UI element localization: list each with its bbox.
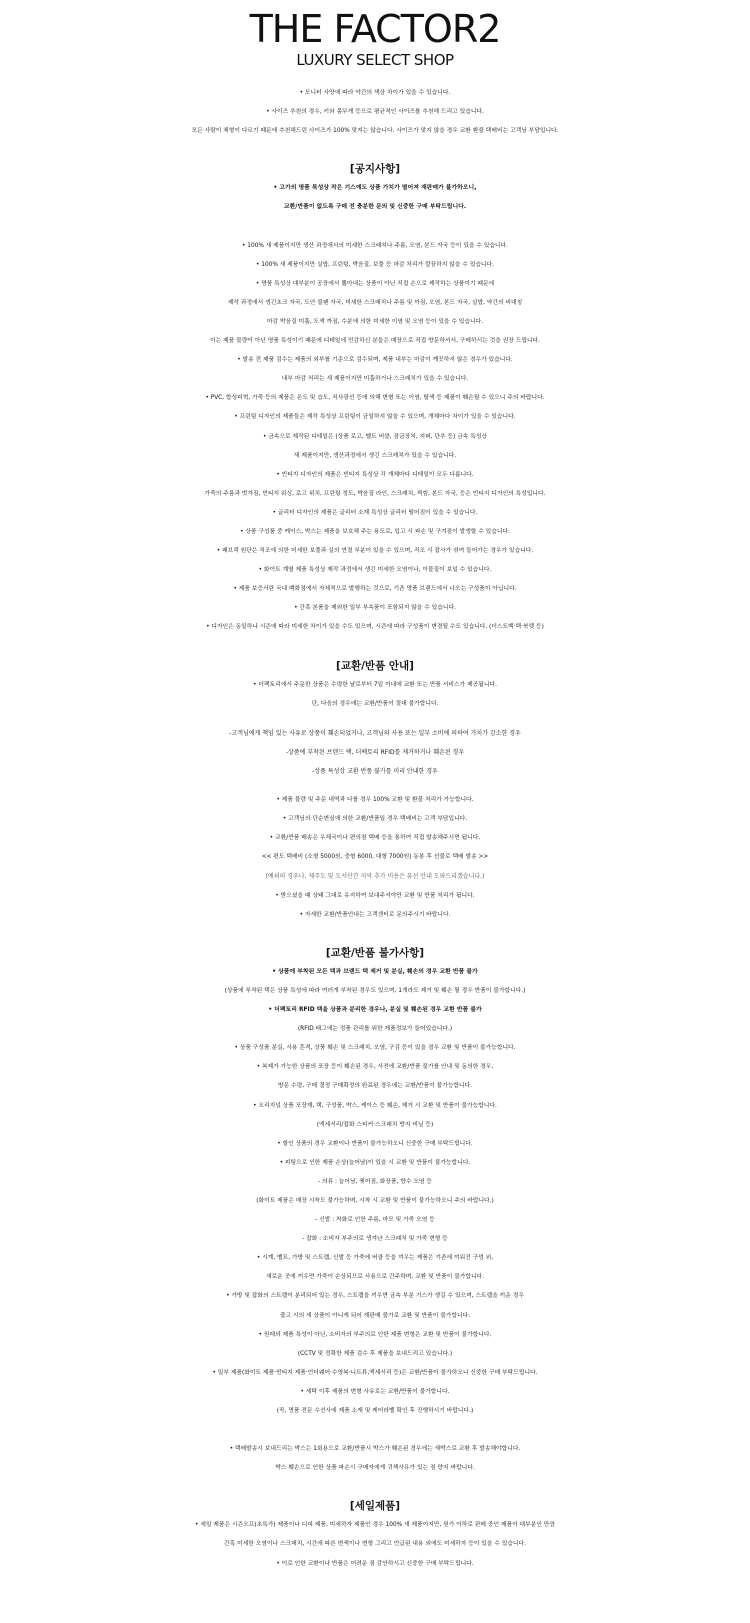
not-allowed-line: • 오리지널 상품 포장재, 택, 구성품, 박스, 케이스 등 훼손, 제거 시 교환 및 반품이 불가능합니다. — [253, 1102, 497, 1109]
notice-line: • 상품 구성품 중 케이스, 박스는 제품을 보호해 주는 용도로, 입고 시 파손 및 구겨짐이 발생할 수 있습니다. — [240, 528, 510, 535]
exchange-line: • 받으셨을 때 상태 그대로 유지하여 보내주셔야만 교환 및 반품 처리가 됩니다. — [275, 892, 475, 899]
exchange-condition-line: -상품 특성상 교환 반품 불가를 미리 안내한 경우 — [312, 768, 438, 775]
not-allowed-line: (액세서리/잡화 스티커·스크래치 방지 비닐 등) — [316, 1121, 434, 1128]
not-allowed-line: - 잡화 : 소비자 부주의로 생겨난 스크래치 및 가죽 변형 등 — [302, 1236, 448, 1243]
not-allowed-section — [0, 944, 750, 1479]
not-allowed-line: • 가방 및 잡화의 스트랩이 분리되어 있는 경우, 스트랩을 끼우면 금속 부분 기스가 생길 수 있으며, 스트랩을 끼운 경우 — [226, 1293, 524, 1300]
not-allowed-line: • 할인 상품의 경우 교환이나 반품이 불가능하오니 신중한 구매 부탁드립니다. — [277, 1140, 473, 1147]
not-allowed-line: • 복제가 가능한 상품의 포장 등이 훼손된 경우, 사전에 교환/반품 불가를 안내 및 동의한 경우, — [256, 1064, 494, 1071]
not-allowed-line: • 세탁 이후 제품의 변형 사유로는 교환/반품이 불가합니다. — [300, 1388, 450, 1395]
notice-line: 내부 마감 처리는 새 제품이지만 미흡하거나 스크래치가 있을 수 있습니다. — [281, 376, 469, 383]
not-allowed-line: (화이트 제품은 매장 시착도 불가능하며, 시착 시 교환 및 반품이 불가능하오니 주의 바랍니다.) — [256, 1197, 494, 1204]
section-heading: [교환/반품 불가사항] — [325, 946, 425, 959]
notice-line: • 명품 특성상 대부분이 공장에서 뽑아내는 상품이 아닌 직접 손으로 제작하는 상품이기 때문에 — [255, 280, 495, 287]
notice-line: • 디자인은 동일하나 시즌에 따라 미세한 차이가 있을 수도 있으며, 시즌에 따라 구성품이 변경될 수도 있습니다. (더스트백·택·북렛 등) — [206, 624, 544, 631]
notice-line: • 빈티지 디자인의 제품은 빈티지 특성상 각 개체마다 디테일이 모두 다릅니다. — [276, 471, 474, 478]
not-allowed-line: • 원래의 제품 특성이 아닌, 소비자의 부주의로 인한 제품 변형은 교환 및 반품이 불가합니다. — [258, 1331, 492, 1338]
not-allowed-line: • 시계, 벨트, 가방 및 스트랩, 신발 등 가죽에 버클 등을 끼우는 제품은 기존에 끼워진 구멍 외, — [256, 1255, 494, 1262]
not-allowed-line: - 의류 : 늘어남, 찢어짐, 화장품, 향수 오염 등 — [318, 1178, 432, 1185]
notice-bold-line: • 고가의 명품 특성상 작은 기스에도 상품 가치가 떨어져 재판매가 불가하오니, — [273, 185, 477, 192]
notice-line: • 화이트 계열 제품 특성상 제작 과정에서 생긴 미세한 오염이나, 이물질이 보일 수 있습니다. — [258, 567, 492, 574]
notice-line: • 100% 새 제품이지만 생산 과정에서의 미세한 스크래치나 주름, 오염, 본드 자국 등이 있을 수 있습니다. — [242, 242, 508, 249]
not-allowed-line: (RFID 태그에는 정품 관리를 위한 제품정보가 들어있습니다.) — [297, 1026, 453, 1033]
notice-line: • 발송 전 제품 검수는 제품의 외부를 기준으로 검수되며, 제품 내부는 마감이 깨끗하지 않은 경우가 있습니다. — [237, 357, 513, 364]
box-notice-line: 박스 훼손으로 인한 상품 파손시 구매자에게 귀책사유가 있는 점 양지 바랍니다. — [275, 1465, 475, 1472]
not-allowed-line: 방문 수령, 구매 결정 구매확정의 완료된 경우에는 교환/반품이 불가능합니다. — [278, 1083, 472, 1090]
not-allowed-line: (상품에 부착된 택은 상품 특성에 따라 여러개 부착된 경우도 있으며, 1개라도 제거 및 훼손 될 경우 반품이 불가합니다.) — [224, 987, 526, 994]
notice-line: • 제품 보증서란 국내 백화점에서 자체적으로 발행하는 것으로, 기존 명품 브랜드에서 나오는 구성품이 아닙니다. — [233, 586, 517, 593]
section-heading: [세일제품] — [349, 1500, 401, 1513]
exchange-line: • 자세한 교환/반품안내는 고객센터로 문의주시기 바랍니다. — [299, 911, 451, 918]
notice-line: 가죽의 주름과 벗겨짐, 빈티지 워싱, 로고 위치, 프린팅 정도, 박음질 라인, 스크래치, 찍힘, 본드 자국, 등은 빈티지 디자인의 특성입니다. — [204, 490, 546, 497]
exception-note: (예외의 경우나, 제주도 및 도서산간 지역 추가 비용은 유선 안내 도와드리겠습니다.) — [265, 873, 485, 881]
exchange-line: • 제품 불량 및 주문 내역과 다를 경우 100% 교환 및 환불 처리가 가능합니다. — [276, 797, 474, 804]
exchange-guide-section — [0, 657, 750, 925]
not-allowed-line: 새로운 곳에 끼우면 가죽이 손상되므로 사용으로 간주하며, 교환 및 반품이 불가합니다. — [265, 1274, 485, 1281]
sale-section — [0, 1497, 750, 1573]
brand-tagline: LUXURY SELECT SHOP — [296, 51, 454, 69]
box-notice-line: • 택배발송시 보내드리는 박스는 1회용으로 교환/반품시 박스가 훼손된 경우에는 새박스로 교환 후 발송해야합니다. — [229, 1446, 521, 1453]
notice-bold-line: 교환/반품이 없도록 구매 전 충분한 문의 및 신중한 구매 부탁드립니다. — [283, 204, 467, 211]
brand-name: THE FACTOR2 — [249, 7, 501, 51]
notice-line: • 프린팅 디자인의 제품들은 제작 특성상 프린팅이 균일하지 않을 수 있으며, 개체마다 차이가 있을 수 있습니다. — [234, 414, 516, 421]
exchange-line: • 교환/반품 배송은 우체국이나 편의점 택배 등을 통하여 직접 발송해주시면 됩니다. — [269, 835, 481, 842]
notice-line: 마감 박음질 미흡, 도색 까짐, 수분에 의한 미세한 이염 및 오염 등이 있을 수 있습니다. — [266, 318, 484, 325]
not-allowed-line: • 일부 제품(화이트 제품·빈티지 제품·언더웨어·수영복·니트류,액세서리 등)은 교환/반품이 불가하오니 신중한 구매 부탁드립니다. — [212, 1369, 538, 1376]
exchange-condition-line: -고객님에게 책임 있는 사유로 상품이 훼손되었거나, 고객님의 사용 또는 일부 소비에 의하여 가치가 감소한 경우 — [229, 729, 521, 737]
not-allowed-line: (꼭, 명품 전문 수선사에 제품 소재 및 케어라벨 확인 후 진행하시기 바랍니다.) — [276, 1408, 474, 1414]
intro-line: • 사이즈 추천의 경우, 키와 몸무게 등으로 평균적인 사이즈를 추천해 드리고 있습니다. — [266, 109, 484, 116]
not-allowed-bold-line: • 상품에 부착된 모든 택과 브랜드 택 제거 및 분실, 훼손의 경우 교환 반품 불가 — [272, 968, 478, 975]
notice-line: • 100% 새 제품이지만 실밥, 프린팅, 박음질, 보풀 등 마감 처리가 깔끔하지 않을 수 있습니다. — [256, 261, 494, 268]
not-allowed-line: (CCTV 및 정확한 제품 검수 후 제품을 보내드리고 있습니다.) — [297, 1350, 453, 1357]
intro-section — [0, 84, 750, 141]
sale-line: 간혹 미세한 오염이나 스크래치, 시간에 따른 변색이나 변형 그리고 언급된 내용 외에도 미세하자 등이 있을 수 있습니다. — [224, 1541, 526, 1548]
notice-line: • 패브릭 원단은 직조에 의한 미세한 보풀과 실의 연결 부분이 있을 수 있으며, 직조 시 잡사가 섞여 들어가는 경우가 있습니다. — [216, 548, 534, 555]
intro-line: • 모니터 사양에 따라 약간의 색상 차이가 있을 수 있습니다. — [299, 90, 451, 96]
intro-line: 모든 사람이 체형이 다르기 때문에 추천해드린 사이즈가 100% 맞지는 않습니다. 사이즈가 맞지 않을 경우 교환 환불 택배비는 고객님 부담입니다. — [191, 128, 559, 135]
notice-line: • 간혹 본품을 제외한 일부 부속품이 포함되지 않을 수 있습니다. — [294, 605, 456, 612]
not-allowed-bold-line: • 더팩토리 RFID 택을 상품과 분리한 경우나, 분실 및 훼손된 경우 교환 반품 불가 — [268, 1007, 482, 1014]
section-heading: [공지사항] — [349, 163, 401, 176]
sale-line: • 이로 인한 교환이나 반품은 어려운 점 감안하시고 신중한 구매 부탁드립니다. — [276, 1560, 474, 1567]
exchange-line: • 고객님의 단순변심에 의한 교환/반품일 경우 택배비는 고객 부담입니다. — [282, 816, 468, 823]
shipping-fee-line: << 편도 택배비 (소형 5000원, 중형 6000, 대형 7000원) 동봉 후 선불로 택배 발송 >> — [261, 854, 489, 861]
notice-line: 이는 제품 불량이 아닌 명품 특성이기 때문에 디테일에 민감하신 분들은 매장으로 직접 방문하셔서, 구매하시는 것을 권장 드립니다. — [210, 338, 540, 345]
notice-section — [0, 160, 750, 637]
not-allowed-line: • 상품 구성품 분실, 사용 흔적, 상품 훼손 및 스크래치, 오염, 구김 등이 있을 경우 교환 및 반품이 불가능합니다. — [234, 1045, 516, 1052]
brand-logo — [0, 7, 750, 70]
section-heading: [교환/반품 안내] — [336, 659, 414, 672]
exchange-condition-line: -상품에 부착된 브랜드 택, 더팩토리 RFID를 제거하거나 훼손된 경우 — [285, 748, 465, 756]
notice-line: • 글리터 디자인의 제품은 글리터 소재 특성상 글리터 떨어짐이 있을 수 있습니다. — [272, 509, 478, 516]
exchange-line: • 더팩토리에서 주문한 상품은 수령한 날로부터 7일 이내에 교환 또는 반품 서비스가 제공됩니다. — [253, 681, 497, 688]
not-allowed-line: - 신발 : 착화로 인한 주름, 마모 및 가죽 오염 등 — [315, 1217, 435, 1224]
notice-line: • PVC, 합성피혁, 가죽 등의 제품은 온도 및 습도, 직사광선 등에 의해 변형 또는 이염, 탈색 등 제품이 훼손될 수 있으니 주의 바랍니다. — [205, 395, 545, 402]
not-allowed-line: 출고 시의 새 상품이 아니게 되어 재판매 불가로 교환 및 반품이 불가합니다. — [279, 1312, 471, 1319]
notice-line: 제작 과정에서 생긴초크 자국, 도안 불펜 자국, 미세한 스크래치나 주름 및 까짐, 오염, 본드 자국, 실밥, 약간의 비대칭 — [227, 299, 523, 306]
notice-line: • 금속으로 제작된 디테일은 (상품 로고, 벨트 버클, 잠금장치, 지퍼, 단추 등) 금속 특성상 — [262, 433, 488, 440]
sale-line: • 세일 제품은 시즌오프(초특가) 제품이나 디피 제품, 미세하자 제품인 경우 100% 새 제품이지만, 원가 이하로 판매 중인 제품이 대부분인 만큼 — [194, 1522, 555, 1529]
not-allowed-line: • 피팅으로 인한 제품 손상(늘어남)이 있을 시 교환 및 반품이 불가능합니다. — [279, 1159, 471, 1166]
exchange-line: 단, 다음의 경우에는 교환/반품이 절대 불가합니다. — [311, 700, 439, 707]
notice-line: 새 제품이지만, 생산과정에서 생긴 스크레치가 있을 수 있습니다. — [293, 452, 457, 459]
